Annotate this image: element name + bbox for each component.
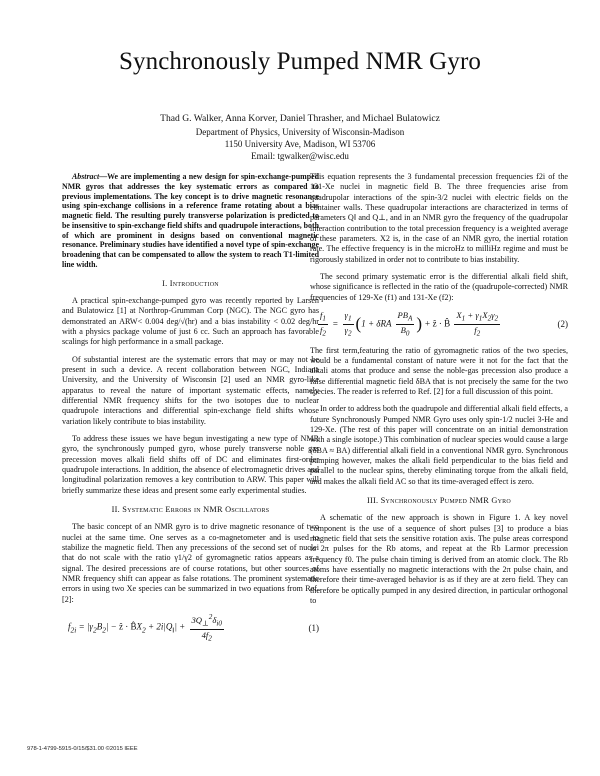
systematic-paragraph-5: In order to address both the quadrupole and differential alkali field effects, a future Synchronously Pumped NMR Gyro uses only spin-1/2 nuclei 3-He and 129-Xe. (The rest of this paper will concentrate on an initial demonstration with a single isotope.) This combination of nuclear species would cause a large (δBA ≈ BA) differential alkali field in a conventional NMR gyro. Synchronous pumping however, makes the alkali field perpendicular to the bias field and parallel to the nuclear spins, thereby eliminating torque from the alkali field, and makes the alkali field AC so that its time-averaged effect is zero. xyxy=(310,404,568,486)
equation-1 xyxy=(62,612,319,643)
author-list: Thad G. Walker, Anna Korver, Daniel Thrasher, and Michael Bulatowicz xyxy=(160,113,440,124)
intro-paragraph-2: Of substantial interest are the systematic errors that may or may not be present in such a device. A recent collaboration between NGC, Indiana University, and the University of Wisconsin [2] used an NMR gyro-like apparatus to reveal the nature of important systematic effects, namely differential NMR frequency shifts for the two isotopes due to nuclear quadrupole interactions and differential spin-exchange field shifts whose variation likely contribute to bias instability. xyxy=(62,354,319,426)
abstract xyxy=(62,172,319,270)
abstract-lead: Abstract xyxy=(72,172,100,181)
equation-1-math: $f_{2i} = |\gamma_2B_2|$ − ẑ · $B̂X_2 + 2i|Q_‖|$ + $\frac{3Q_\perp^2\delta_{i0}}{4f_2}$ xyxy=(68,613,222,643)
systematic-paragraph-3: The second primary systematic error is the differential alkali field shift, whose significance is reflected in the ratio of the (quadrupole-corrected) NMR frequencies of 129-Xe (f1) and 131-Xe (f2): xyxy=(310,272,568,302)
section-heading-synchronously-pumped: III. Synchronously Pumped NMR Gyro xyxy=(366,496,512,506)
right-column xyxy=(310,172,568,613)
copyright-footer: 978-1-4799-5915-0/15/$31.00 ©2015 IEEE xyxy=(27,746,138,752)
equation-2-math: $\frac{f_1}{f_2}$ = $\frac{\gamma_1}{\gamma_2}$ (1 + δRA $\frac{PB_A}{B_0}$ ) + ẑ · B̂ $\frac{X_1 + \gamma_1X_2\gamma_2}{f_2}$ xyxy=(320,310,499,338)
left-column xyxy=(62,172,319,650)
systematic-paragraph-2: This equation represents the 3 fundamental precession frequencies f2i of the 131-Xe nuclei in magnetic field B. The three frequencies arise from quadrupolar interactions of the spin-3/2 nuclei with electric fields on the container walls. These quadrupolar interactions are characterized in terms of parameters Q‖ and Q⊥, and in an NMR gyro the frequency of the quadrupolar interaction contribution to the total precession frequency is a weighted average of these parameters. X2 is, in the case of an NMR gyro, the inertial rotation rate. The effective frequency is in the microHz to milliHz regime and must be rigorously stabilized in order not to contribute to bias instability. xyxy=(310,172,568,264)
paper-title: Synchronously Pumped NMR Gyro xyxy=(119,48,481,75)
section-heading-introduction: I. Introduction xyxy=(162,278,219,288)
systematic-paragraph-1: The basic concept of an NMR gyro is to drive magnetic resonance of two nuclei at the same time. One serves as a co-magnetometer and is used to stabilize the magnetic field. Then any precessions of the second set of nuclei that do not scale with the ratio γ1/γ2 of gyromagnetic ratios appears as a signal. The desired precessions are of course rotations, but other sources of NMR frequency shift can appear as false rotations. The prominent systematic errors in using two Xe species can be summarized in two equations from Ref. [2]: xyxy=(62,522,319,604)
intro-paragraph-3: To address these issues we have begun investigating a new type of NMR gyro, the synchronously pumped gyro, whose purely transverse noble gas precession moves alkali field shifts off of DC and eliminates first-order quadrupole interactions. In addition, the absence of electromagnetic drives and longitudinal polarization removes a key contribution to ARW. This paper will briefly summarize these ideas and present some early experimental studies. xyxy=(62,433,319,495)
affiliation-email: Email: tgwalker@wisc.edu xyxy=(251,151,349,161)
equation-2-number: (2) xyxy=(557,319,568,330)
equation-2 xyxy=(310,310,568,338)
section-heading-systematic-errors: II. Systematic Errors in NMR Oscillators xyxy=(111,505,270,515)
abstract-text: —We are implementing a new design for spin-exchange-pumped NMR gyros that addresses the key systematic errors as compared to previous implementations. The key concept is to drive magnetic resonance using spin-exchange collisions in a reference frame rotating about a bias magnetic field. The resulting purely transverse polarization is predicted to be insensitive to spin-exchange field shifts and quadrupole interactions, both of which are prominent in designs based on conventional magnetic resonance. Preliminary studies have identified a novel type of spin-exchange broadening that can be compensated to allow the system to reach T1-limited line width. xyxy=(62,172,319,269)
affiliation-department: Department of Physics, University of Wisconsin-Madison xyxy=(195,127,405,137)
sync-paragraph-1: A schematic of the new approach is shown in Figure 1. A key novel component is the use of a sequence of short pulses [3] to produce a bias magnetic field that sets the sensitive rotation axis. The pulse areas correspond to 2π pulses for the Rb atoms, and repeat at the Rb Larmor precession frequency f0. The pulse chain timing is derived from an atomic clock. The Rb atoms have essentially no magnetic interactions with the 2π pulse chain, and therefore their time-averaged behavior is as if they are at zero field. They can therefore be optically pumped in any desired direction, in particular orthogonal to xyxy=(310,513,568,606)
systematic-paragraph-4: The first term,featuring the ratio of gyromagnetic ratios of the two species, would be a fundamental constant of nature were it not for the fact that the alkali atoms that produce and sense the noble-gas precession also produce a false differential magnetic field δBA that is not precisely the same for the two species. The reader is referred to Ref. [2] for a full discussion of this point. xyxy=(310,345,568,396)
equation-1-number: (1) xyxy=(308,622,319,633)
intro-paragraph-1: A practical spin-exchange-pumped gyro was recently reported by Larsen and Bulatowicz [1] at Northrop-Grumman Corp (NGC). The NGC gyro has demonstrated an ARW< 0.004 deg/√(hr) and a bias instability < 0.02 deg/hr with a physics package volume of just 6 cc. Such an approach has favorable scalings for high performance in a small package. xyxy=(62,295,319,347)
affiliation-address: 1150 University Ave, Madison, WI 53706 xyxy=(224,139,376,149)
